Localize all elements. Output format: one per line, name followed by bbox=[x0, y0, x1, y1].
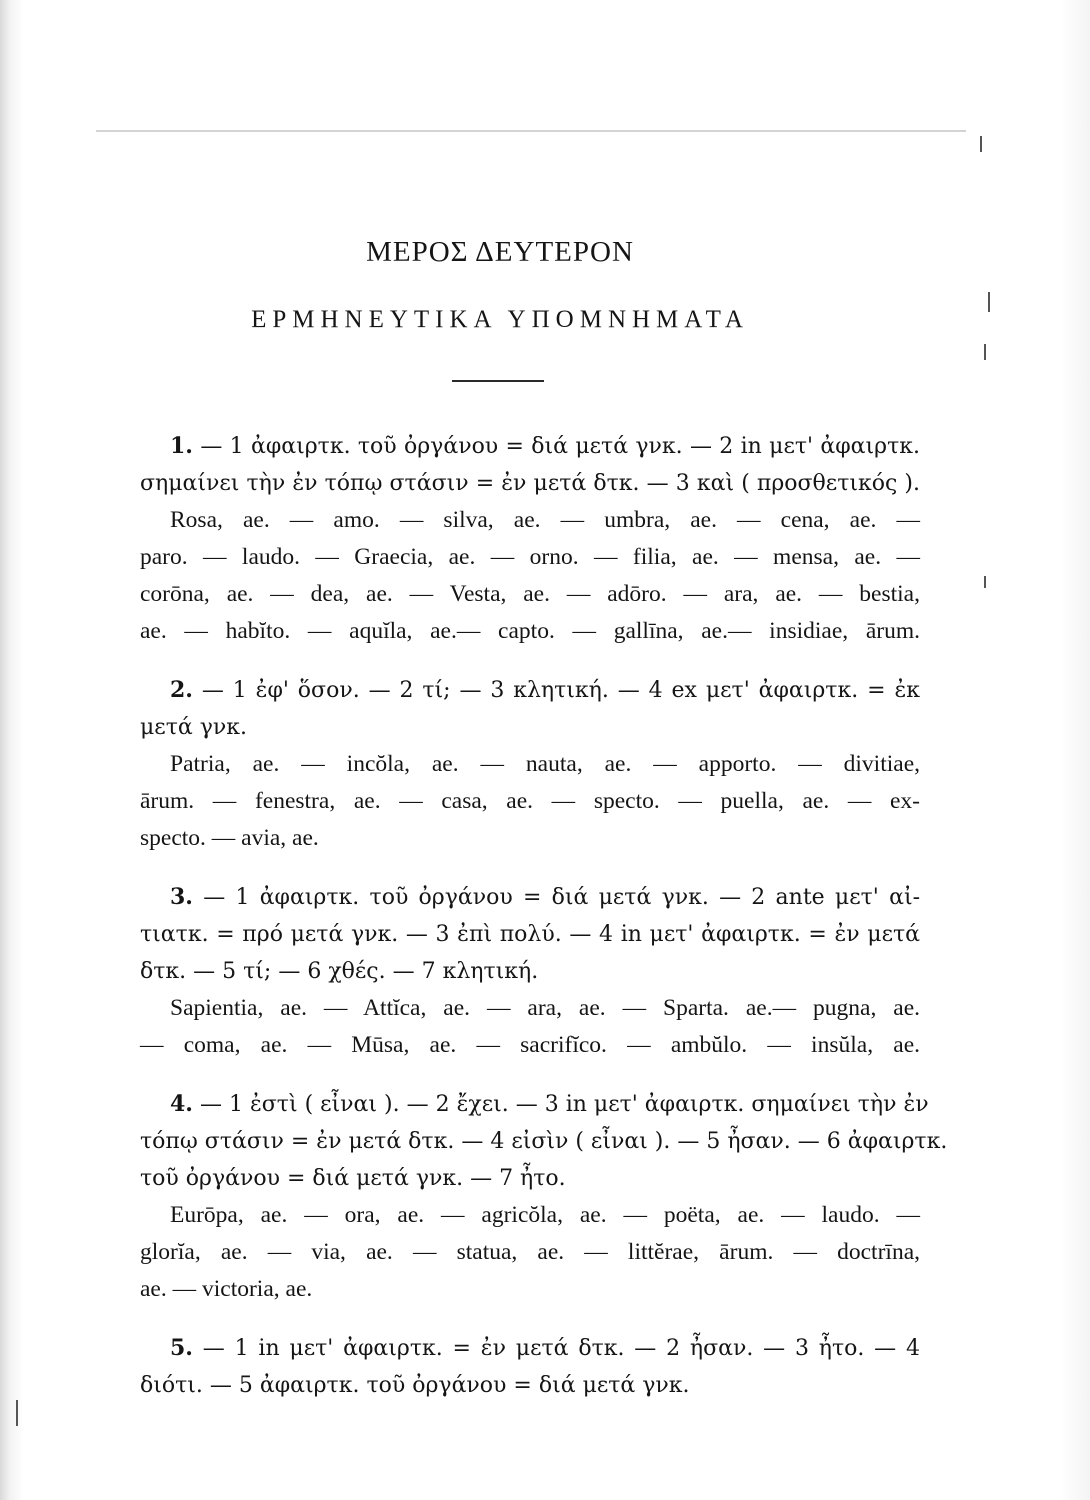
section-5 bbox=[140, 1330, 920, 1404]
section-line: σημαίνει τὴν ἐν τόπῳ στάσιν = ἐν μετά δτκ. — 3 καὶ ( προσθετικός ). bbox=[140, 471, 920, 496]
section-1 bbox=[140, 428, 920, 650]
title-divider bbox=[452, 380, 544, 382]
section-number: 4. bbox=[170, 1091, 193, 1117]
section-line: 2. — 1 ἐφ' ὅσον. — 2 τί; — 3 κλητική. — 4 ex μετ' ἀφαιρτκ. = ἐκ bbox=[170, 677, 920, 703]
vocab-line: ae. — habĭto. — aquĭla, ae.— capto. — gallīna, ae.— insidiae, ārum. bbox=[140, 618, 920, 644]
section-3 bbox=[140, 879, 920, 1064]
section-line: δτκ. — 5 τί; — 6 χθές. — 7 κλητική. bbox=[140, 959, 539, 984]
section-4 bbox=[140, 1086, 948, 1308]
section-line: 3. — 1 ἀφαιρτκ. τοῦ ὀργάνου = διά μετά γνκ. — 2 ante μετ' αἰ- bbox=[170, 884, 920, 910]
section-line: διότι. — 5 ἀφαιρτκ. τοῦ ὀργάνου = διά μετά γνκ. bbox=[140, 1373, 690, 1398]
section-line: τοῦ ὀργάνου = διά μετά γνκ. — 7 ἦτο. bbox=[140, 1166, 566, 1191]
section-line: τόπῳ στάσιν = ἐν μετά δτκ. — 4 εἰσὶν ( εἶναι ). — 5 ἦσαν. — 6 ἀφαιρτκ. bbox=[140, 1129, 948, 1154]
vocab-line: glorĭa, ae. — via, ae. — statua, ae. — littĕrae, ārum. — doctrīna, bbox=[140, 1239, 920, 1265]
section-line: 1. — 1 ἀφαιρτκ. τοῦ ὀργάνου = διά μετά γνκ. — 2 in μετ' ἀφαιρτκ. bbox=[170, 433, 921, 459]
vocab-line: Sapientia, ae. — Attĭca, ae. — ara, ae. — Sparta. ae.— pugna, ae. bbox=[170, 995, 920, 1021]
margin-mark bbox=[16, 1400, 18, 1426]
section-line: μετά γνκ. bbox=[140, 715, 247, 740]
margin-mark bbox=[984, 344, 986, 360]
vocab-line: Patria, ae. — incŏla, ae. — nauta, ae. — apporto. — divitiae, bbox=[170, 751, 920, 777]
vocab-line: Eurōpa, ae. — ora, ae. — agricŏla, ae. — poëta, ae. — laudo. — bbox=[170, 1202, 920, 1228]
section-line: τιατκ. = πρό μετά γνκ. — 3 ἐπὶ πολύ. — 4 in μετ' ἀφαιρτκ. = ἐν μετά bbox=[140, 922, 920, 947]
margin-mark bbox=[984, 576, 986, 588]
vocab-line: specto. — avia, ae. bbox=[140, 825, 319, 851]
vocab-line: ae. — victoria, ae. bbox=[140, 1276, 313, 1302]
section-number: 1. bbox=[170, 433, 193, 459]
section-line: 4. — 1 ἐστὶ ( εἶναι ). — 2 ἔχει. — 3 in μετ' ἀφαιρτκ. σημαίνει τὴν ἐν bbox=[170, 1091, 929, 1117]
page-subtitle: ΕΡΜΗΝΕΥΤΙΚΑ ΥΠΟΜΝΗΜΑΤΑ bbox=[251, 306, 749, 333]
header-rule bbox=[96, 130, 966, 132]
section-number: 5. bbox=[170, 1335, 193, 1361]
margin-mark bbox=[980, 136, 982, 152]
vocab-line: ārum. — fenestra, ae. — casa, ae. — specto. — puella, ae. — ex- bbox=[140, 788, 920, 814]
margin-mark bbox=[988, 292, 990, 312]
section-2 bbox=[140, 672, 920, 857]
vocab-line: — coma, ae. — Mūsa, ae. — sacrifĭco. — ambŭlo. — insŭla, ae. bbox=[140, 1032, 920, 1058]
section-number: 2. bbox=[170, 677, 193, 703]
section-number: 3. bbox=[170, 884, 193, 910]
vocab-line: corōna, ae. — dea, ae. — Vesta, ae. — adōro. — ara, ae. — bestia, bbox=[140, 581, 920, 607]
commentary-body bbox=[140, 428, 948, 1426]
section-line: 5. — 1 in μετ' ἀφαιρτκ. = ἐν μετά δτκ. — 2 ἦσαν. — 3 ἦτο. — 4 bbox=[170, 1335, 920, 1361]
vocab-line: paro. — laudo. — Graecia, ae. — orno. — filia, ae. — mensa, ae. — bbox=[140, 544, 920, 570]
vocab-line: Rosa, ae. — amo. — silva, ae. — umbra, ae. — cena, ae. — bbox=[170, 507, 920, 533]
page-title: ΜΕΡΟΣ ΔΕΥΤΕΡΟΝ bbox=[366, 236, 634, 268]
